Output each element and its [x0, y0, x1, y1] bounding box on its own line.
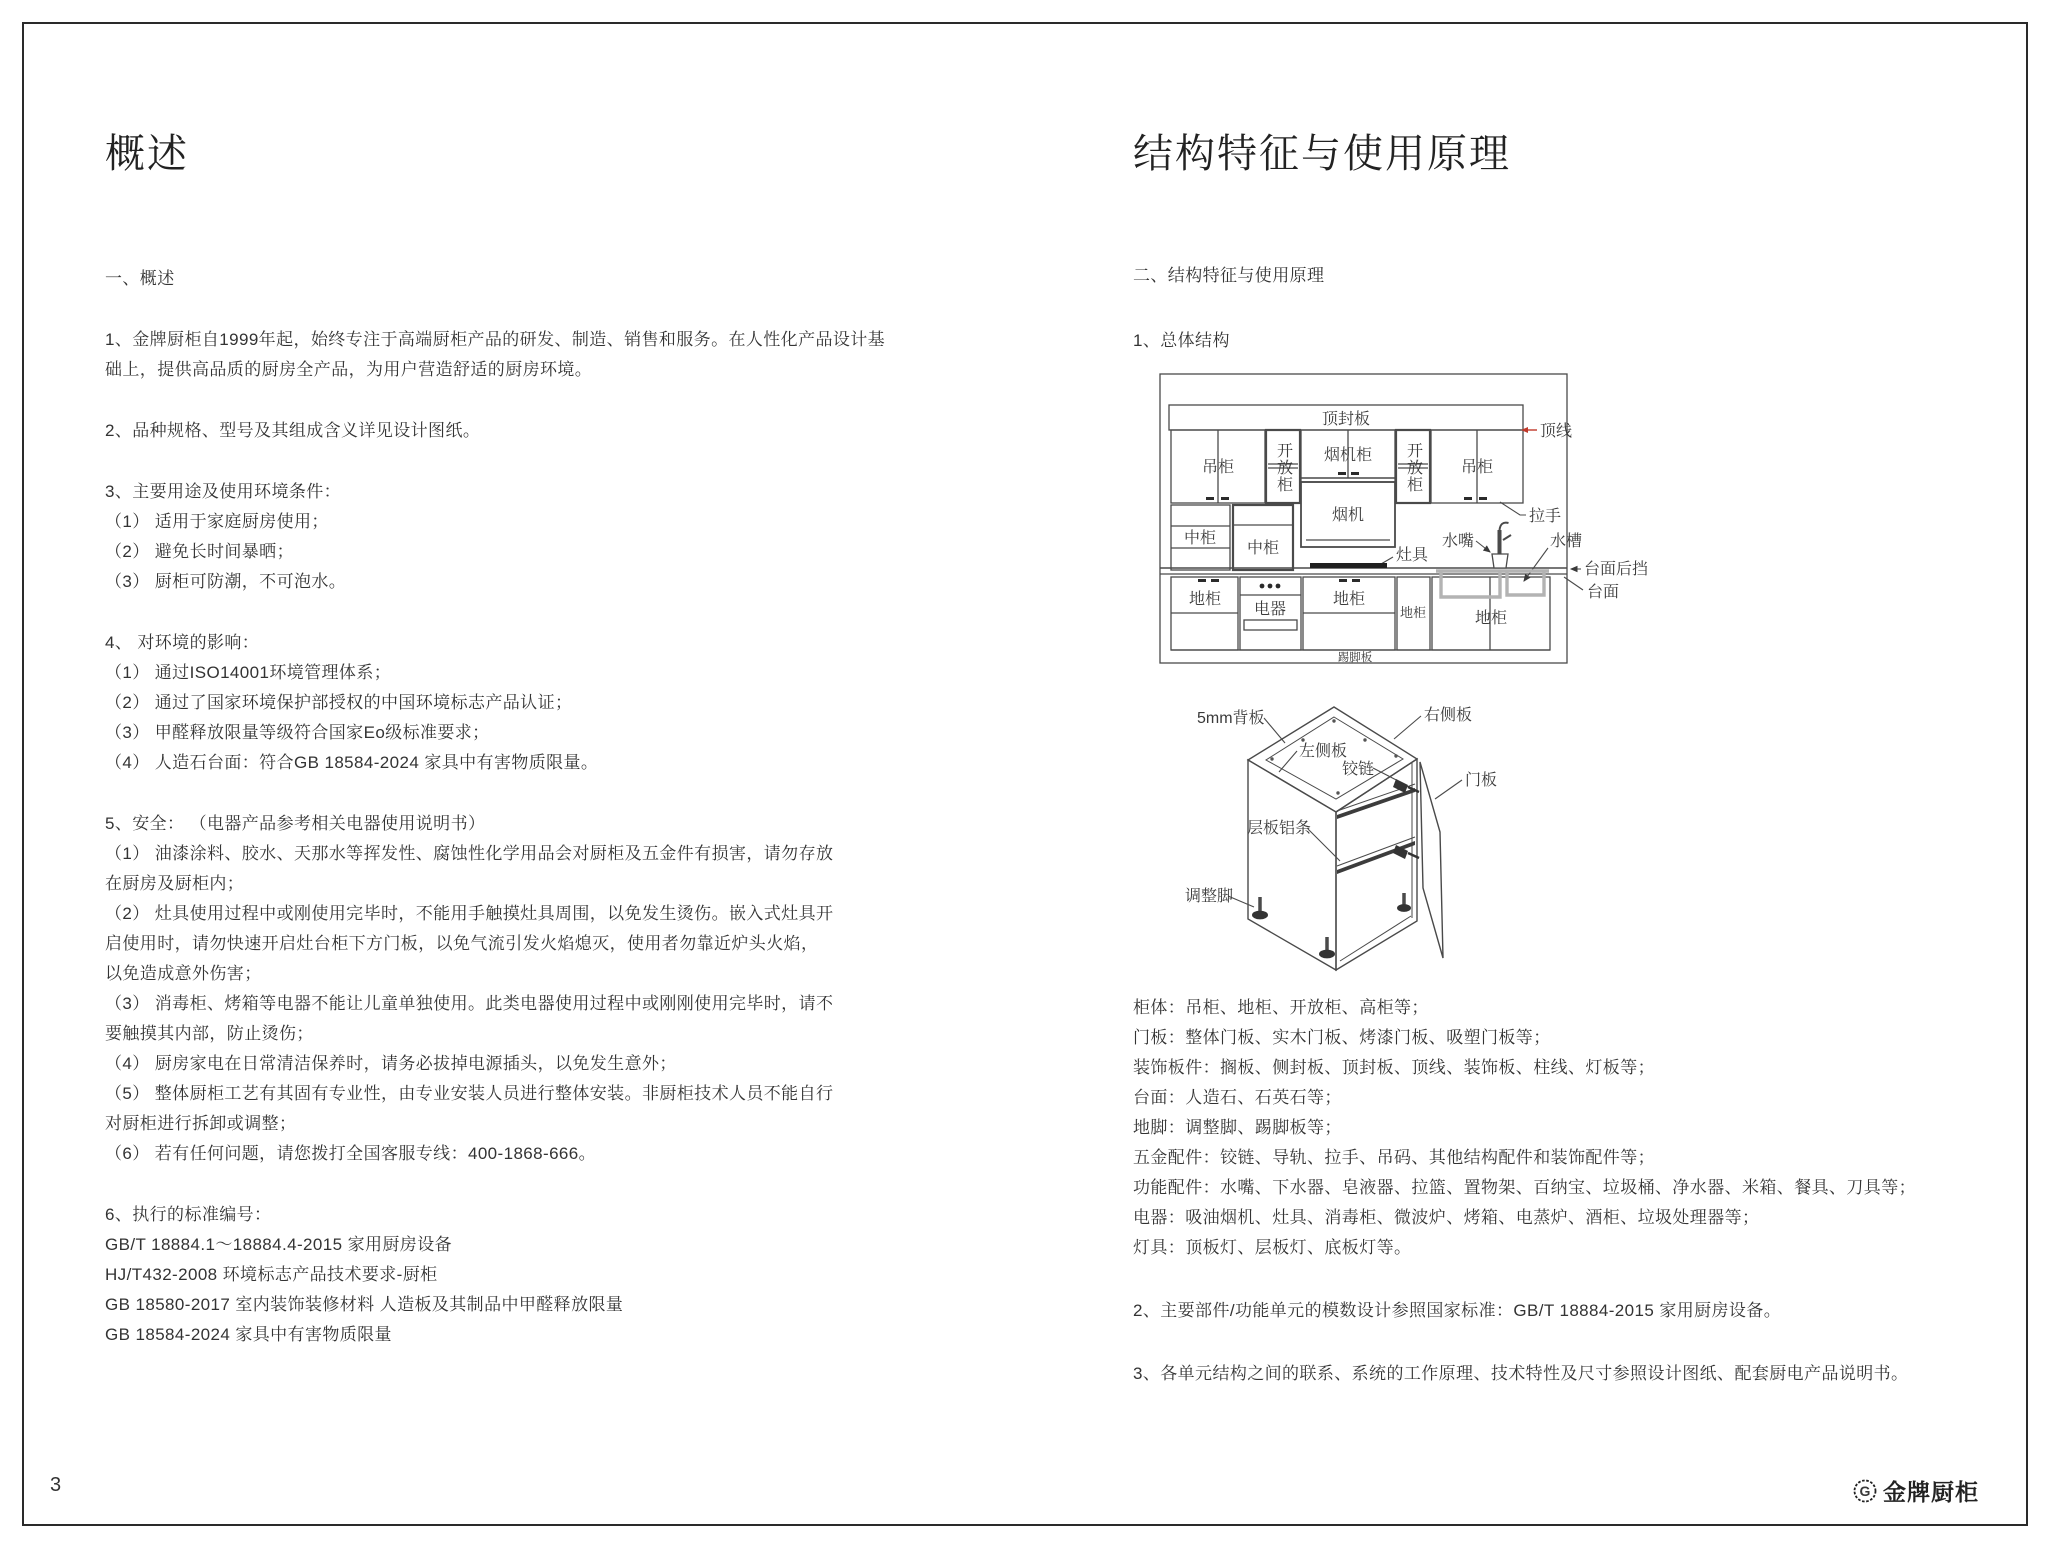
label-shelf-strip: 层板铝条 — [1247, 820, 1312, 837]
base-cabinet-structure-diagram — [1150, 693, 1530, 998]
label-handle: 拉手 — [1529, 508, 1562, 525]
list-item: 台面：人造石、石英石等； — [1133, 1088, 1342, 1107]
label-door-panel: 门板 — [1465, 772, 1498, 789]
label-left-panel: 左侧板 — [1299, 743, 1348, 760]
door-panel-face — [1420, 762, 1443, 958]
label-appliance: 电器 — [1253, 601, 1287, 618]
label-faucet: 水嘴 — [1442, 533, 1475, 550]
text-line: 启使用时，请勿快速开启灶台柜下方门板，以免气流引发火焰熄灭，使用者勿靠近炉头火焰， — [105, 934, 819, 953]
left-page-title: 概述 — [105, 132, 189, 176]
label-back-panel: 5mm背板 — [1197, 710, 1265, 727]
label-base-cabinet-4: 地柜 — [1474, 610, 1508, 627]
text-line: 2、品种规格、型号及其组成含义详见设计图纸。 — [105, 421, 481, 440]
text-line: （6） 若有任何问题，请您拨打全国客服专线：400-1868-666。 — [105, 1144, 597, 1163]
label-mid-cabinet-2: 中柜 — [1246, 540, 1280, 557]
label-base-cabinet-3: 地柜 — [1399, 605, 1427, 620]
faucet-drawing — [1492, 523, 1511, 568]
label-base-cabinet-2: 地柜 — [1332, 591, 1366, 608]
cooktop-drawing — [1310, 563, 1387, 568]
label-hood: 烟机 — [1331, 507, 1365, 524]
label-backsplash: 台面后挡 — [1584, 561, 1649, 578]
brand-logo-text: 金牌厨柜 — [1883, 1479, 1979, 1505]
text-line: GB 18584-2024 家具中有害物质限量 — [105, 1325, 392, 1344]
section-standards — [105, 1200, 845, 1350]
section-intro — [105, 325, 886, 385]
brand-g-icon — [1852, 1478, 1878, 1504]
list-item: 功能配件：水嘴、下水器、皂液器、拉篮、置物架、百纳宝、垃圾桶、净水器、米箱、餐具、刀具等； — [1133, 1178, 1916, 1197]
text-line: （4） 厨房家电在日常清洁保养时，请务必拔掉电源插头，以免发生意外； — [105, 1054, 677, 1073]
label-open-cabinet-right: 开放柜 — [1404, 442, 1422, 493]
section-heading — [105, 264, 845, 294]
list-item: 灯具：顶板灯、层板灯、底板灯等。 — [1133, 1238, 1412, 1257]
text-line: 3、主要用途及使用环境条件： — [105, 482, 342, 501]
label-adjust-foot: 调整脚 — [1185, 888, 1234, 905]
text-line: （5） 整体厨柜工艺有其固有专业性，由专业安装人员进行整体安装。非厨柜技术人员不能自行 — [105, 1084, 834, 1103]
section-safety — [105, 809, 845, 1169]
unit-relation-note: 3、各单元结构之间的联系、系统的工作原理、技术特性及尺寸参照设计图纸、配套厨电产品说明书。 — [1133, 1364, 1909, 1383]
text-line: 以免造成意外伤害； — [105, 964, 262, 983]
label-toe-kick: 踢脚板 — [1337, 652, 1373, 664]
text-line: 1、金牌厨柜自1999年起，始终专注于高端厨柜产品的研发、制造、销售和服务。在人性化产品设计基 — [105, 330, 886, 349]
list-item: 地脚：调整脚、踢脚板等； — [1133, 1118, 1342, 1137]
label-cooktop: 灶具 — [1396, 547, 1429, 564]
label-open-cabinet-left: 开放柜 — [1274, 442, 1292, 493]
text-line: （3） 消毒柜、烤箱等电器不能让儿童单独使用。此类电器使用过程中或刚刚使用完毕时，请不 — [105, 994, 834, 1013]
list-item: 门板：整体门板、实木门板、烤漆门板、吸塑门板等； — [1133, 1028, 1551, 1047]
text-line: （2） 灶具使用过程中或刚使用完毕时，不能用手触摸灶具周围，以免发生烫伤。嵌入式灶具开 — [105, 904, 834, 923]
label-right-panel: 右侧板 — [1424, 707, 1473, 724]
text-line: GB/T 18884.1～18884.4-2015 家用厨房设备 — [105, 1235, 452, 1254]
section-usage — [105, 477, 845, 597]
text-line: 础上，提供高品质的厨房全产品，为用户营造舒适的厨房环境。 — [105, 360, 593, 379]
text-line: 要触摸其内部，防止烫伤； — [105, 1024, 314, 1043]
components-list — [1133, 993, 1916, 1263]
text-line: 6、执行的标准编号： — [105, 1205, 272, 1224]
list-item: 五金配件：铰链、导轨、拉手、吊码、其他结构配件和装饰配件等； — [1133, 1148, 1655, 1167]
label-sink: 水槽 — [1550, 533, 1583, 550]
overview-text-block — [105, 264, 886, 1350]
text-line: 一、概述 — [105, 269, 175, 288]
brand-g-letter: G — [1859, 1482, 1871, 1499]
label-top-line: 顶线 — [1540, 423, 1573, 440]
right-page-title: 结构特征与使用原理 — [1133, 132, 1511, 176]
section-specs — [105, 416, 845, 446]
text-line: 在厨房及厨柜内； — [105, 874, 245, 893]
modular-design-note: 2、主要部件/功能单元的模数设计参照国家标准：GB/T 18884-2015 家用厨房设备。 — [1133, 1301, 1782, 1320]
label-hinge: 铰链 — [1342, 761, 1375, 778]
text-line: （2） 避免长时间暴晒； — [105, 542, 294, 561]
section-environment — [105, 628, 845, 778]
list-item: 电器：吸油烟机、灶具、消毒柜、微波炉、烤箱、电蒸炉、酒柜、垃圾处理器等； — [1133, 1208, 1760, 1227]
text-line: 5、安全： （电器产品参考相关电器使用说明书） — [105, 814, 486, 833]
text-line: 对厨柜进行拆卸或调整； — [105, 1114, 297, 1133]
label-wall-cabinet-right: 吊柜 — [1460, 459, 1494, 476]
mid-cabinet — [1233, 505, 1293, 570]
structure-sub-heading: 1、总体结构 — [1133, 331, 1230, 350]
structure-section-heading: 二、结构特征与使用原理 — [1133, 266, 1325, 285]
label-wall-cabinet-left: 吊柜 — [1201, 459, 1235, 476]
label-countertop: 台面 — [1587, 584, 1620, 601]
text-line: （2） 通过了国家环境保护部授权的中国环境标志产品认证； — [105, 693, 573, 712]
list-item: 柜体：吊柜、地柜、开放柜、高柜等； — [1133, 998, 1429, 1017]
text-line: GB 18580-2017 室内装饰装修材料 人造板及其制品中甲醛释放限量 — [105, 1295, 624, 1314]
text-line: （3） 厨柜可防潮，不可泡水。 — [105, 572, 347, 591]
text-line: （4） 人造石台面：符合GB 18584-2024 家具中有害物质限量。 — [105, 753, 599, 772]
label-base-cabinet-1: 地柜 — [1188, 591, 1222, 608]
list-item: 装饰板件：搁板、侧封板、顶封板、顶线、装饰板、柱线、灯板等； — [1133, 1058, 1655, 1077]
label-hood-cabinet: 烟机柜 — [1323, 447, 1373, 464]
sink-drawing — [1436, 571, 1549, 597]
text-line: （3） 甲醛释放限量等级符合国家Eo级标准要求； — [105, 723, 490, 742]
text-line: （1） 油漆涂料、胶水、天那水等挥发性、腐蚀性化学用品会对厨柜及五金件有损害，请勿存放 — [105, 844, 834, 863]
label-top-panel: 顶封板 — [1321, 411, 1371, 428]
text-line: 4、 对环境的影响： — [105, 633, 260, 652]
text-line: HJ/T432-2008 环境标志产品技术要求-厨柜 — [105, 1265, 438, 1284]
text-line: （1） 适用于家庭厨房使用； — [105, 512, 329, 531]
brand-logo — [1852, 1474, 1979, 1507]
page-number: 3 — [50, 1474, 62, 1496]
text-line: （1） 通过ISO14001环境管理体系； — [105, 663, 392, 682]
label-mid-cabinet-1: 中柜 — [1183, 530, 1217, 547]
kitchen-elevation-diagram — [1150, 368, 1680, 673]
